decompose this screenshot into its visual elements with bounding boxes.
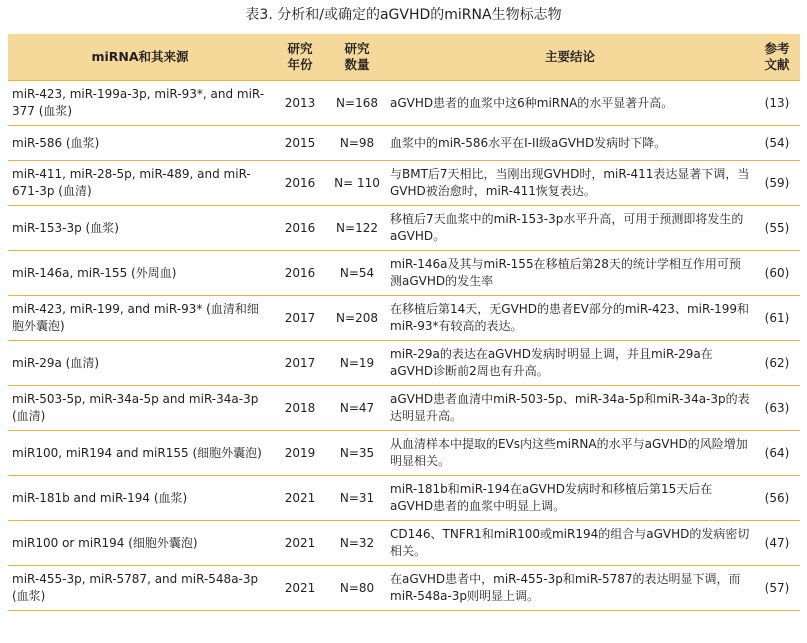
cell-reference: (60) [754, 251, 800, 296]
header-study-size: 研究 数量 [328, 34, 386, 81]
cell-mirna: miR-455-3p, miR-5787, and miR-548a-3p (血浆) [8, 566, 272, 611]
cell-reference: (55) [754, 206, 800, 251]
cell-reference: (59) [754, 161, 800, 206]
table-row [8, 81, 800, 126]
cell-conclusion: aGVHD患者血清中miR-503-5p、miR-34a-5p和miR-34a-3p的表达明显升高。 [386, 386, 754, 431]
header-mirna-source: miRNA和其来源 [8, 34, 272, 81]
cell-reference: (61) [754, 296, 800, 341]
cell-conclusion: 血浆中的miR-586水平在I-II级aGVHD发病时下降。 [386, 126, 754, 161]
cell-sample-size: N=80 [328, 566, 386, 611]
table-row [8, 476, 800, 521]
cell-sample-size: N=47 [328, 386, 386, 431]
cell-year: 2018 [272, 386, 328, 431]
cell-reference: (13) [754, 81, 800, 126]
table-row [8, 431, 800, 476]
cell-conclusion: aGVHD患者的血浆中这6种miRNA的水平显著升高。 [386, 81, 754, 126]
cell-reference: (57) [754, 566, 800, 611]
cell-reference: (54) [754, 126, 800, 161]
cell-mirna: miR-29a (血清) [8, 341, 272, 386]
cell-conclusion: 从血清样本中提取的EVs内这些miRNA的水平与aGVHD的风险增加明显相关。 [386, 431, 754, 476]
cell-sample-size: N= 110 [328, 161, 386, 206]
cell-sample-size: N=122 [328, 206, 386, 251]
cell-sample-size: N=35 [328, 431, 386, 476]
header-main-conclusion: 主要结论 [386, 34, 754, 81]
cell-reference: (63) [754, 386, 800, 431]
cell-conclusion: 在aGVHD患者中，miR-455-3p和miR-5787的表达明显下调，而miR-548a-3p则明显上调。 [386, 566, 754, 611]
table-row [8, 566, 800, 611]
cell-conclusion: 与BMT后7天相比，当刚出现GVHD时，miR-411表达显著下调，当GVHD被治愈时，miR-411恢复表达。 [386, 161, 754, 206]
cell-year: 2016 [272, 161, 328, 206]
cell-year: 2019 [272, 431, 328, 476]
table-header-row [8, 34, 800, 81]
cell-conclusion: 在移植后第14天，无GVHD的患者EV部分的miR-423、miR-199和miR-93*有较高的表达。 [386, 296, 754, 341]
cell-mirna: miR100, miR194 and miR155 (细胞外囊泡) [8, 431, 272, 476]
cell-year: 2016 [272, 251, 328, 296]
cell-sample-size: N=19 [328, 341, 386, 386]
cell-reference: (47) [754, 521, 800, 566]
table-row [8, 341, 800, 386]
cell-conclusion: miR-181b和miR-194在aGVHD发病时和移植后第15天后在aGVHD患者的血浆中明显上调。 [386, 476, 754, 521]
cell-mirna: miR-411, miR-28-5p, miR-489, and miR-671-3p (血清) [8, 161, 272, 206]
cell-mirna: miR-423, miR-199a-3p, miR-93*, and miR-377 (血浆) [8, 81, 272, 126]
cell-year: 2021 [272, 476, 328, 521]
cell-mirna: miR-503-5p, miR-34a-5p and miR-34a-3p (血清) [8, 386, 272, 431]
cell-year: 2015 [272, 126, 328, 161]
cell-mirna: miR-423, miR-199, and miR-93* (血清和细胞外囊泡) [8, 296, 272, 341]
table-row [8, 126, 800, 161]
cell-reference: (64) [754, 431, 800, 476]
table-row [8, 521, 800, 566]
cell-mirna: miR-586 (血浆) [8, 126, 272, 161]
cell-reference: (56) [754, 476, 800, 521]
cell-mirna: miR-146a, miR-155 (外周血) [8, 251, 272, 296]
cell-year: 2021 [272, 566, 328, 611]
cell-conclusion: miR-146a及其与miR-155在移植后第28天的统计学相互作用可预测aGVHD的发生率 [386, 251, 754, 296]
table-row [8, 161, 800, 206]
mirna-biomarker-table [8, 34, 800, 611]
table-title: 表3. 分析和/或确定的aGVHD的miRNA生物标志物 [245, 7, 562, 23]
table-row [8, 296, 800, 341]
cell-sample-size: N=54 [328, 251, 386, 296]
cell-mirna: miR-153-3p (血浆) [8, 206, 272, 251]
cell-mirna: miR100 or miR194 (细胞外囊泡) [8, 521, 272, 566]
cell-year: 2016 [272, 206, 328, 251]
cell-sample-size: N=98 [328, 126, 386, 161]
table-row [8, 251, 800, 296]
table-row [8, 206, 800, 251]
cell-sample-size: N=208 [328, 296, 386, 341]
cell-mirna: miR-181b and miR-194 (血浆) [8, 476, 272, 521]
header-reference: 参考 文献 [754, 34, 800, 81]
cell-year: 2021 [272, 521, 328, 566]
cell-year: 2013 [272, 81, 328, 126]
cell-conclusion: CD146、TNFR1和miR100或miR194的组合与aGVHD的发病密切相关。 [386, 521, 754, 566]
cell-conclusion: miR-29a的表达在aGVHD发病时明显上调，并且miR-29a在aGVHD诊断前2周也有升高。 [386, 341, 754, 386]
cell-year: 2017 [272, 296, 328, 341]
table-row [8, 386, 800, 431]
cell-year: 2017 [272, 341, 328, 386]
cell-sample-size: N=31 [328, 476, 386, 521]
cell-conclusion: 移植后7天血浆中的miR-153-3p水平升高，可用于预测即将发生的aGVHD。 [386, 206, 754, 251]
header-study-year: 研究 年份 [272, 34, 328, 81]
cell-sample-size: N=32 [328, 521, 386, 566]
cell-sample-size: N=168 [328, 81, 386, 126]
cell-reference: (62) [754, 341, 800, 386]
